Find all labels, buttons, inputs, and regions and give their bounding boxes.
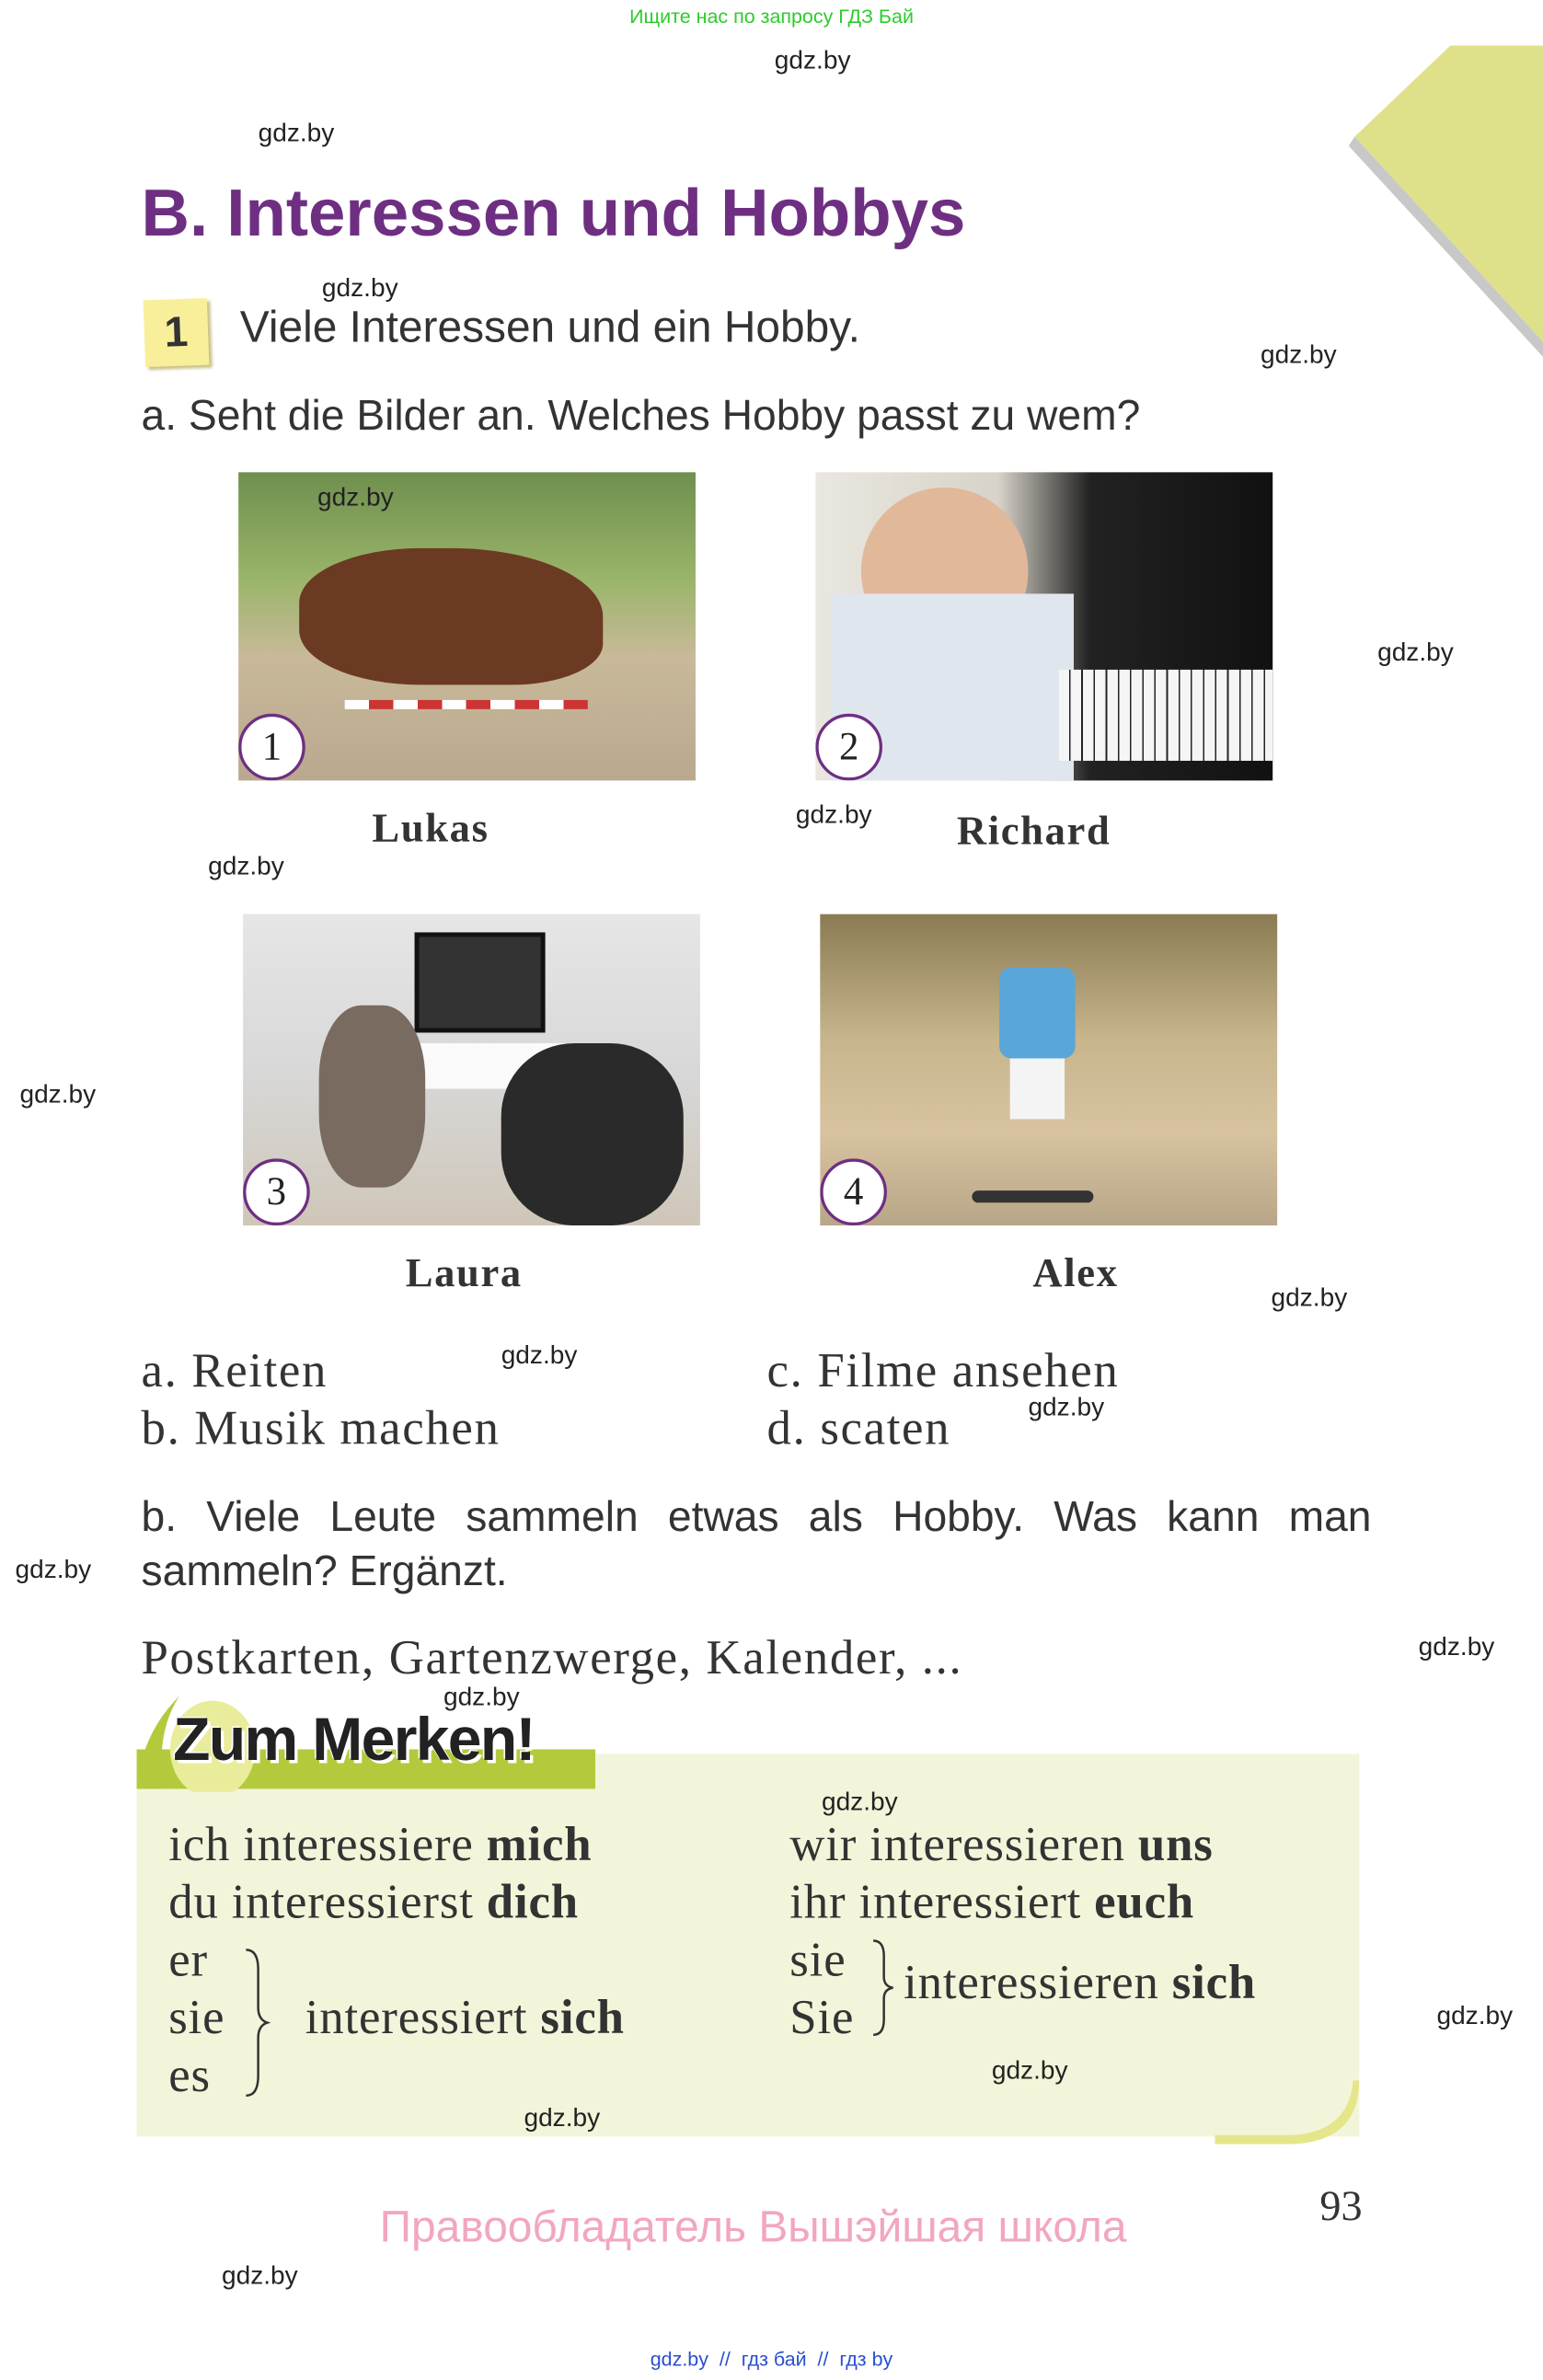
watermark: gdz.by [1377,638,1454,667]
watermark: gdz.by [795,799,872,830]
pronoun-Sie-formal: Sie [789,1989,855,2044]
brace-icon [240,1947,273,2098]
zum-merken-box [137,1753,1360,2136]
person-name: Richard [956,808,1111,854]
watermark: gdz.by [1436,2001,1514,2030]
photo-number: 3 [243,1158,310,1225]
watermark: gdz.by [821,1787,898,1817]
person-name: Laura [405,1249,523,1295]
watermark: gdz.by [1028,1392,1105,1421]
watermark: gdz.by [221,2260,298,2291]
photo-piano [815,472,1272,780]
option-d: d. scaten [766,1399,951,1455]
photo-number: 1 [238,714,305,781]
task-b-example: Postkarten, Gartenzwerge, Kalender, ... [141,1629,963,1684]
person-name: Alex [1032,1249,1119,1295]
watermark: gdz.by [208,851,284,881]
conjugation-wir: wir interessieren uns [789,1816,1214,1871]
brace-icon [869,1937,899,2038]
pronoun-er: er [168,1931,208,1986]
watermark: gdz.by [19,1079,97,1109]
pronoun-sie: sie [168,1989,225,2044]
option-c: c. Filme ansehen [766,1342,1120,1397]
conjugation-du: du interessierst dich [168,1873,579,1929]
watermark: gdz.by [321,273,398,303]
exercise-number: 1 [144,298,210,367]
conjugation-ich: ich interessiere mich [168,1816,593,1871]
option-b: b. Musik machen [141,1399,501,1455]
search-banner[interactable]: Ищите нас по запросу ГДЗ Бай [629,4,914,28]
watermark: gdz.by [1418,1632,1495,1661]
watermark: gdz.by [317,482,394,512]
corner-decoration [1337,30,1543,410]
watermark: gdz.by [524,2103,601,2133]
photo-number: 4 [820,1158,887,1225]
watermark: gdz.by [1260,339,1337,370]
watermark: gdz.by [1271,1282,1348,1313]
option-a: a. Reiten [141,1342,328,1397]
photo-watching-tv [243,914,700,1225]
person-name: Lukas [372,804,489,851]
page-number: 93 [1319,2183,1363,2231]
copyright: Правообладатель Вышэйшая школа [379,2203,1127,2252]
photo-number: 2 [815,714,882,781]
page-title: B. Interessen und Hobbys [141,176,966,251]
task-b: b. Viele Leute sammeln etwas als Hobby. Was kann man sammeln? Ergänzt. [141,1492,1372,1595]
watermark: gdz.by [15,1555,92,1584]
watermark: gdz.by [991,2055,1068,2086]
conjugation-ihr: ihr interessiert euch [789,1873,1195,1929]
watermark: gdz.by [258,118,335,148]
conjugation-sie-Sie: interessieren sich [904,1954,1257,2009]
watermark: gdz.by [774,45,851,75]
exercise-title: Viele Interessen und ein Hobby. [239,304,860,352]
conjugation-er-sie-es: interessiert sich [305,1989,625,2044]
pronoun-sie-plural: sie [789,1931,846,1986]
photo-skateboard [820,914,1277,1225]
watermark: gdz.by [501,1340,578,1370]
footer-links[interactable]: gdz.by // гдз бай // гдз by [650,2347,893,2371]
merken-heading: Zum Merken! [173,1707,535,1774]
photo-horse-riding [238,472,696,780]
pronoun-es: es [168,2047,211,2102]
box-corner-curl [1209,2080,1361,2148]
task-a: a. Seht die Bilder an. Welches Hobby passt zu wem? [141,391,1141,440]
watermark: gdz.by [443,1682,520,1712]
